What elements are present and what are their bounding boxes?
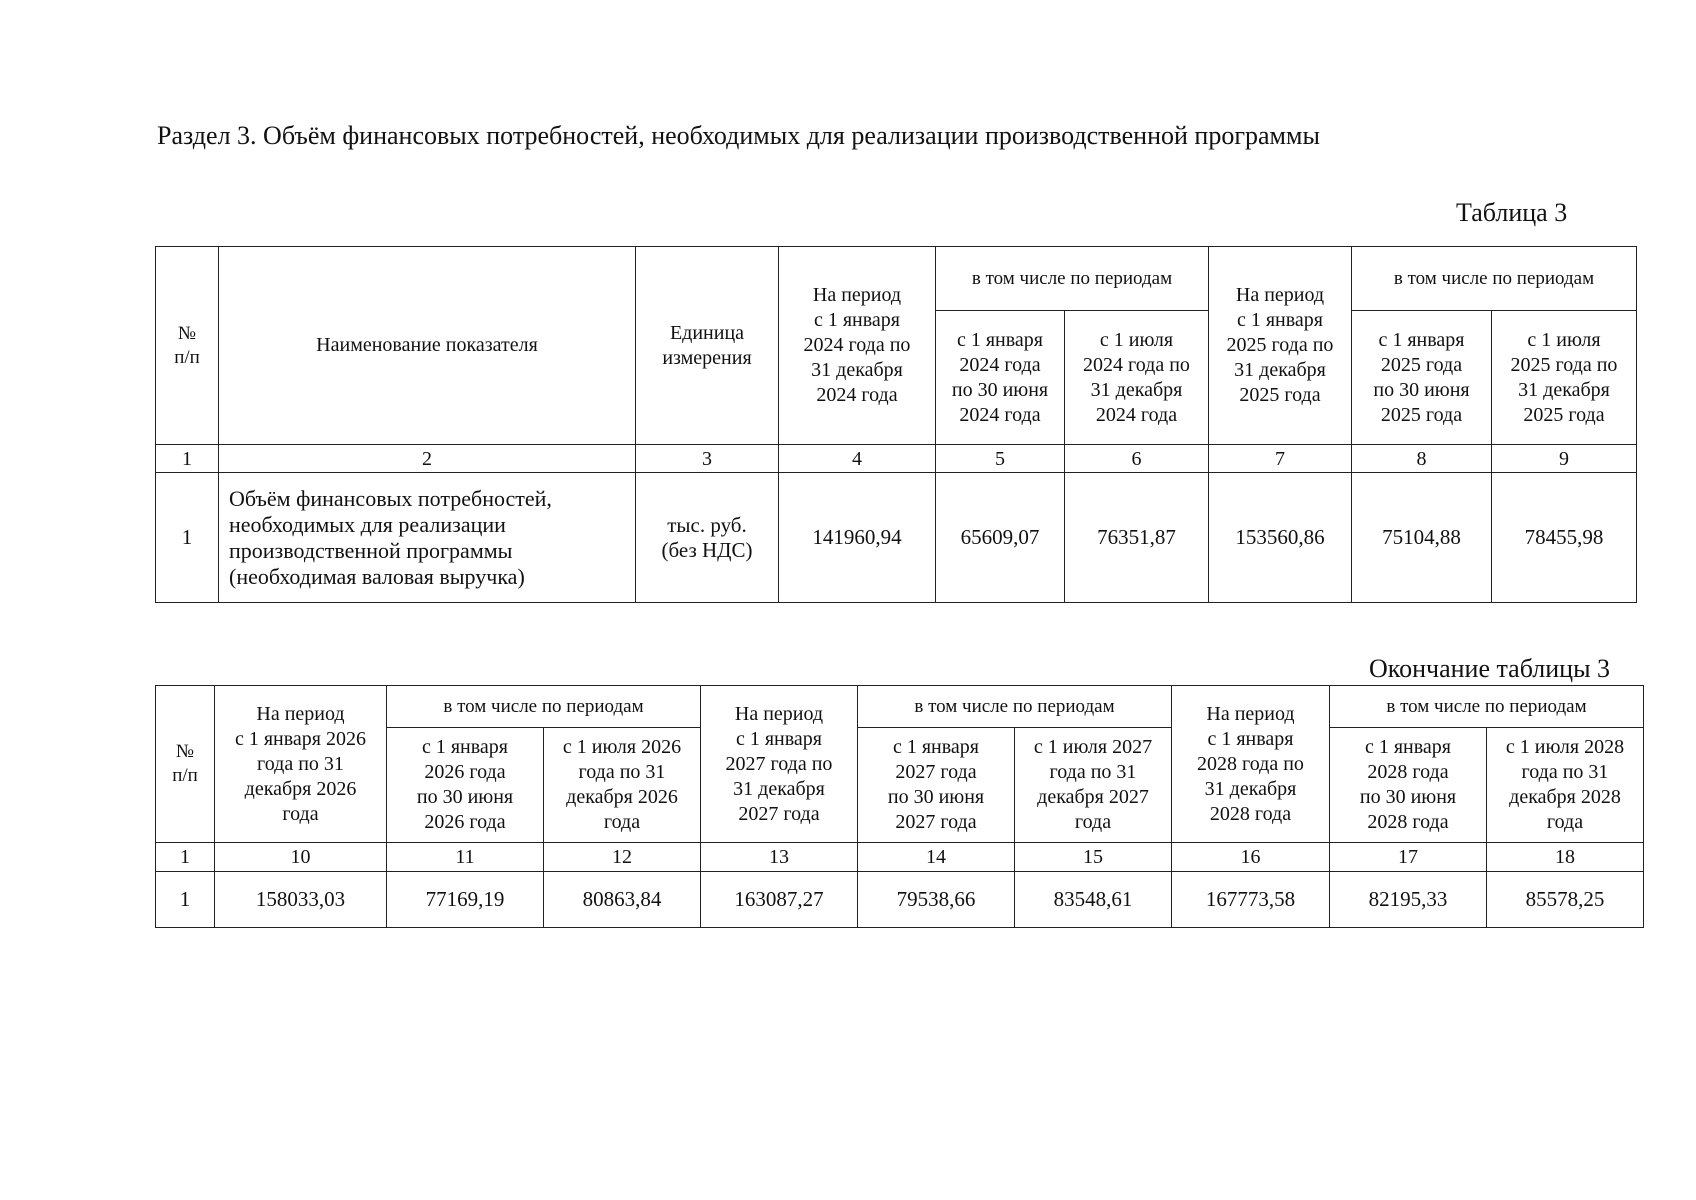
value-cell: 83548,61 xyxy=(1015,872,1172,928)
value-cell: 77169,19 xyxy=(387,872,544,928)
column-number: 11 xyxy=(387,843,544,872)
column-number: 7 xyxy=(1209,445,1352,473)
value-cell: 85578,25 xyxy=(1487,872,1644,928)
value-cell: 79538,66 xyxy=(858,872,1015,928)
header-period-2024: На период с 1 января 2024 года по 31 декабря 2024 года xyxy=(779,247,936,445)
header-no: № п/п xyxy=(156,247,219,445)
header-h2-2027: с 1 июля 2027 года по 31 декабря 2027 года xyxy=(1015,728,1172,843)
table-caption: Таблица 3 xyxy=(1456,198,1568,227)
column-number: 9 xyxy=(1492,445,1637,473)
value-cell: 65609,07 xyxy=(936,473,1065,603)
section-title: Раздел 3. Объём финансовых потребностей, необходимых для реализации производственной программы xyxy=(157,121,1320,150)
column-number: 1 xyxy=(156,445,219,473)
column-number: 16 xyxy=(1172,843,1330,872)
column-number: 14 xyxy=(858,843,1015,872)
header-no: № п/п xyxy=(156,686,215,843)
header-subgroup-2026: в том числе по периодам xyxy=(387,686,701,728)
header-period-2026: На период с 1 января 2026 года по 31 декабря 2026 года xyxy=(215,686,387,843)
header-period-2028: На период с 1 января 2028 года по 31 декабря 2028 года xyxy=(1172,686,1330,843)
header-h1-2024: с 1 января 2024 года по 30 июня 2024 года xyxy=(936,311,1065,445)
column-number: 17 xyxy=(1330,843,1487,872)
column-number: 8 xyxy=(1352,445,1492,473)
header-h2-2028: с 1 июля 2028 года по 31 декабря 2028 года xyxy=(1487,728,1644,843)
value-cell: 75104,88 xyxy=(1352,473,1492,603)
value-cell: 76351,87 xyxy=(1065,473,1209,603)
column-number: 4 xyxy=(779,445,936,473)
row-no: 1 xyxy=(156,473,219,603)
value-cell: 82195,33 xyxy=(1330,872,1487,928)
header-subgroup-2027: в том числе по периодам xyxy=(858,686,1172,728)
row-name: Объём финансовых потребностей, необходимых для реализации производственной программы (необходимая валовая выручка) xyxy=(219,473,636,603)
header-h1-2028: с 1 января 2028 года по 30 июня 2028 года xyxy=(1330,728,1487,843)
header-name: Наименование показателя xyxy=(219,247,636,445)
row-unit: тыс. руб. (без НДС) xyxy=(636,473,779,603)
column-number: 1 xyxy=(156,843,215,872)
header-unit: Единица измерения xyxy=(636,247,779,445)
value-cell: 158033,03 xyxy=(215,872,387,928)
value-cell: 78455,98 xyxy=(1492,473,1637,603)
column-number: 2 xyxy=(219,445,636,473)
financial-needs-table-end xyxy=(155,685,1644,928)
header-period-2027: На период с 1 января 2027 года по 31 декабря 2027 года xyxy=(701,686,858,843)
header-h2-2025: с 1 июля 2025 года по 31 декабря 2025 года xyxy=(1492,311,1637,445)
header-period-2025: На период с 1 января 2025 года по 31 декабря 2025 года xyxy=(1209,247,1352,445)
column-number: 13 xyxy=(701,843,858,872)
table-continuation-caption: Окончание таблицы 3 xyxy=(1369,654,1611,683)
column-number: 18 xyxy=(1487,843,1644,872)
column-number: 5 xyxy=(936,445,1065,473)
value-cell: 153560,86 xyxy=(1209,473,1352,603)
value-cell: 167773,58 xyxy=(1172,872,1330,928)
column-number: 12 xyxy=(544,843,701,872)
value-cell: 141960,94 xyxy=(779,473,936,603)
value-cell: 80863,84 xyxy=(544,872,701,928)
financial-needs-table xyxy=(155,246,1637,603)
header-subgroup-2028: в том числе по периодам xyxy=(1330,686,1644,728)
column-number: 6 xyxy=(1065,445,1209,473)
header-subgroup-2025: в том числе по периодам xyxy=(1352,247,1637,311)
column-number: 3 xyxy=(636,445,779,473)
header-h2-2026: с 1 июля 2026 года по 31 декабря 2026 года xyxy=(544,728,701,843)
row-no: 1 xyxy=(156,872,215,928)
value-cell: 163087,27 xyxy=(701,872,858,928)
header-h2-2024: с 1 июля 2024 года по 31 декабря 2024 года xyxy=(1065,311,1209,445)
header-subgroup-2024: в том числе по периодам xyxy=(936,247,1209,311)
column-number: 15 xyxy=(1015,843,1172,872)
column-number: 10 xyxy=(215,843,387,872)
header-h1-2027: с 1 января 2027 года по 30 июня 2027 года xyxy=(858,728,1015,843)
header-h1-2025: с 1 января 2025 года по 30 июня 2025 года xyxy=(1352,311,1492,445)
header-h1-2026: с 1 января 2026 года по 30 июня 2026 года xyxy=(387,728,544,843)
